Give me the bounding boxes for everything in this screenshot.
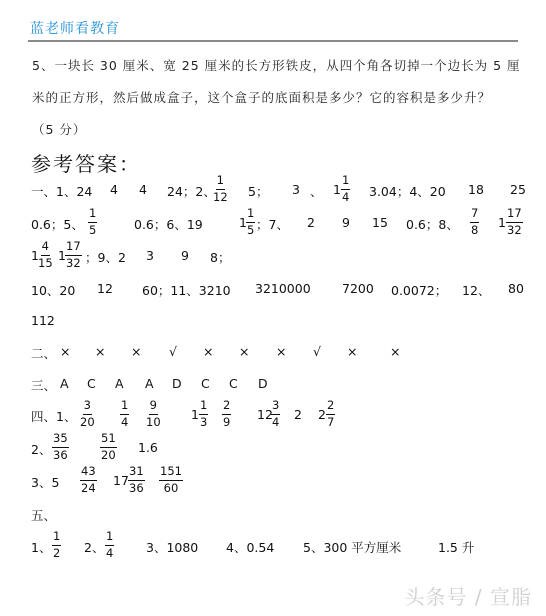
s1r1-l: 25 bbox=[510, 182, 526, 197]
watermark: 头条号 / 宣脂 bbox=[404, 585, 532, 609]
s1r2-e: 2 bbox=[307, 215, 315, 230]
s2-mark: × bbox=[131, 344, 142, 359]
s2-mark: × bbox=[203, 344, 214, 359]
s1r2-d: ；7、 bbox=[256, 217, 289, 232]
s5r1-f: 1.5 升 bbox=[438, 540, 475, 555]
question-line-2: 米的正方形，然后做成盒子，这个盒子的底面积是多少？它的容积是多少升？ bbox=[32, 90, 492, 105]
s4r1-d: 2 bbox=[294, 407, 302, 422]
s4r1-fraction-3: 9 10 bbox=[146, 398, 161, 429]
s4r3-b: 17 bbox=[113, 473, 129, 488]
s3-label: 三、 bbox=[31, 378, 57, 393]
s1r1-k: 18 bbox=[468, 182, 484, 197]
s1r5-a: 112 bbox=[31, 313, 55, 328]
s1r1-a: 一、1、24 bbox=[31, 184, 93, 199]
s4r1-c: 12 bbox=[257, 407, 273, 422]
s1r3-c: ；9、2 bbox=[85, 250, 126, 265]
s4r3-fraction-3: 151 60 bbox=[160, 464, 182, 495]
s2-mark: × bbox=[60, 344, 71, 359]
answers-title: 参考答案： bbox=[31, 152, 141, 176]
s1r2-f: 9 bbox=[342, 215, 350, 230]
s1r3-e: 9 bbox=[181, 248, 189, 263]
s1r1-j: 3.04；4、20 bbox=[369, 184, 446, 199]
s5r1-fraction-1: 1 2 bbox=[53, 529, 61, 560]
s3-item: C bbox=[201, 376, 210, 391]
s1r1-c: 4 bbox=[139, 182, 147, 197]
header-title: 蓝老师看教育 bbox=[30, 21, 120, 37]
s2-mark: × bbox=[95, 344, 106, 359]
s2-mark: × bbox=[276, 344, 287, 359]
s3-item: C bbox=[87, 376, 96, 391]
s4r1-fraction-6: 3 4 bbox=[272, 398, 280, 429]
s1r4-b: 12 bbox=[97, 281, 113, 296]
s2-mark: √ bbox=[169, 344, 177, 359]
s1r1-fraction-2: 1 4 bbox=[342, 173, 350, 204]
s1r3-d: 3 bbox=[146, 248, 154, 263]
s1r3-fraction-2: 17 32 bbox=[66, 239, 81, 270]
s2-mark: × bbox=[390, 344, 401, 359]
s1r2-fraction-1: 1 5 bbox=[89, 206, 97, 237]
header-divider bbox=[28, 40, 518, 42]
s3-item: D bbox=[258, 376, 268, 391]
s1r2-g: 15 bbox=[372, 215, 388, 230]
s1r2-fraction-2: 1 5 bbox=[247, 206, 255, 237]
s4r1-fraction-4: 1 3 bbox=[200, 398, 208, 429]
s4r3-fraction-1: 43 24 bbox=[81, 464, 96, 495]
s4r1-fraction-2: 1 4 bbox=[121, 398, 129, 429]
s1r2-c: 1 bbox=[239, 215, 247, 230]
s3-item: A bbox=[60, 376, 69, 391]
s2-mark: √ bbox=[313, 344, 321, 359]
s3-item: C bbox=[229, 376, 238, 391]
s5-label: 五、 bbox=[31, 508, 57, 523]
s1r2-i: 1 bbox=[498, 215, 506, 230]
s4r3-fraction-2: 31 36 bbox=[129, 464, 144, 495]
s1r4-g: 12、 bbox=[462, 283, 491, 298]
s5r1-d: 4、0.54 bbox=[226, 540, 275, 555]
s1r3-fraction-1: 4 15 bbox=[38, 239, 53, 270]
s4r1-e: 2 bbox=[318, 407, 326, 422]
s1r4-e: 7200 bbox=[342, 281, 374, 296]
s1r3-b: 1 bbox=[58, 248, 66, 263]
s2-mark: × bbox=[347, 344, 358, 359]
s1r2-fraction-3: 7 8 bbox=[471, 206, 479, 237]
s1r2-a: 0.6；5、 bbox=[31, 217, 84, 232]
s1r1-i: 1 bbox=[333, 182, 341, 197]
s4r2-a: 2、 bbox=[31, 442, 52, 457]
s4r3-a: 3、5 bbox=[31, 475, 60, 490]
s4r2-fraction-2: 51 20 bbox=[101, 431, 116, 462]
s1r2-h: 0.6；8、 bbox=[406, 217, 459, 232]
s1r4-h: 80 bbox=[508, 281, 524, 296]
s4r1-a: 四、1、 bbox=[31, 409, 77, 424]
s1r2-fraction-4: 17 32 bbox=[507, 206, 522, 237]
s1r4-d: 3210000 bbox=[255, 281, 311, 296]
s1r1-b: 4 bbox=[110, 182, 118, 197]
s1r1-d: 24；2、 bbox=[167, 184, 216, 199]
s4r1-fraction-7: 2 7 bbox=[327, 398, 335, 429]
s1r1-e: 5； bbox=[248, 184, 269, 199]
s5r1-e: 5、300 平方厘米 bbox=[303, 540, 402, 555]
s4r1-b: 1 bbox=[191, 407, 199, 422]
s5r1-b: 2、 bbox=[84, 540, 105, 555]
question-line-1: 5、一块长 30 厘米、宽 25 厘米的长方形铁皮，从四个角各切掉一个边长为 5 厘 bbox=[32, 58, 521, 73]
s1r3-a: 1 bbox=[31, 248, 39, 263]
s2-mark: × bbox=[239, 344, 250, 359]
s5r1-a: 1、 bbox=[31, 540, 52, 555]
question-line-3: （5 分） bbox=[32, 122, 87, 137]
s1r1-h: 、 bbox=[310, 184, 323, 199]
s4r1-fraction-5: 2 9 bbox=[223, 398, 231, 429]
s1r1-fraction-1: 1 12 bbox=[213, 173, 228, 204]
s4r1-fraction-1: 3 20 bbox=[80, 398, 95, 429]
s5r1-c: 3、1080 bbox=[146, 540, 199, 555]
s1r2-b: 0.6；6、19 bbox=[134, 217, 203, 232]
s3-item: A bbox=[145, 376, 154, 391]
s1r4-a: 10、20 bbox=[31, 283, 76, 298]
s1r3-f: 8； bbox=[210, 250, 231, 265]
s4r2-b: 1.6 bbox=[138, 440, 158, 455]
s3-item: A bbox=[115, 376, 124, 391]
s1r4-c: 60；11、3210 bbox=[142, 283, 231, 298]
s2-label: 二、 bbox=[31, 346, 57, 361]
s4r2-fraction-1: 35 36 bbox=[53, 431, 68, 462]
s1r1-g: 3 bbox=[292, 182, 300, 197]
s5r1-fraction-2: 1 4 bbox=[106, 529, 114, 560]
s3-item: D bbox=[172, 376, 182, 391]
s1r4-f: 0.0072； bbox=[391, 283, 448, 298]
